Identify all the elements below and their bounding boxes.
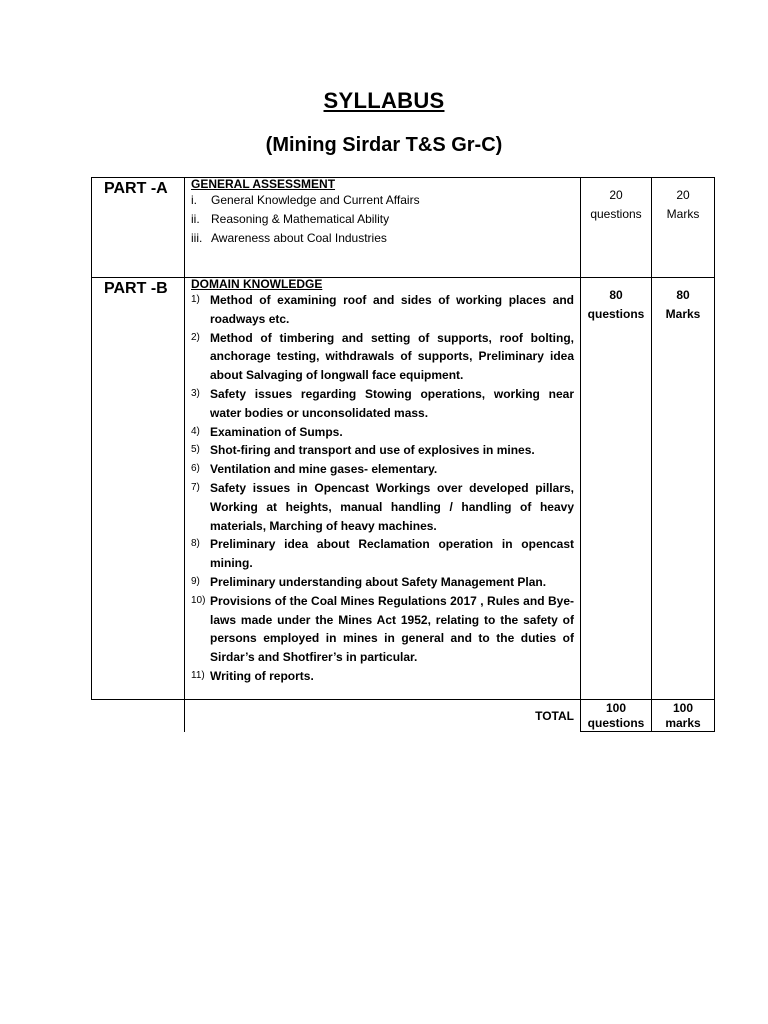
part-b-row [92,278,715,700]
part-b-item-marker: 9) [191,575,200,587]
part-a-item-marker: ii. [191,211,200,226]
part-a-row [92,178,715,278]
part-a-marks-cell [652,178,715,278]
total-marks-cell [652,700,715,732]
part-a-item [191,229,574,248]
part-b-item-marker: 6) [191,463,200,475]
syllabus-table [91,177,715,732]
part-b-item-marker: 5) [191,444,200,456]
document-subtitle: (Mining Sirdar T&S Gr-C) [265,134,503,156]
total-row [92,700,715,732]
part-b-item-text: Method of timbering and setting of supports, roof bolting, anchorage testing, withdrawals of supports, Preliminary idea about Salvaging of longwall face equipment. [210,330,574,383]
part-b-content [185,278,581,700]
part-b-item [191,535,574,573]
part-b-marks-count: 80 [676,288,690,302]
part-b-marks-cell [652,278,715,700]
part-a-item-text: General Knowledge and Current Affairs [211,193,420,207]
part-b-questions-cell [581,278,652,700]
part-b-item [191,573,574,592]
part-b-marks-unit: Marks [665,307,701,321]
part-b-item-marker: 8) [191,538,200,550]
part-b-item [191,479,574,535]
part-a-heading: GENERAL ASSESSMENT [191,177,336,191]
part-b-item-text: Preliminary understanding about Safety Management Plan. [210,574,547,589]
part-b-item [191,385,574,423]
part-a-marks-count: 20 [676,188,690,202]
part-a-item-text: Awareness about Coal Industries [211,230,387,245]
part-b-item-marker: 1) [191,294,200,305]
part-a-item [191,210,574,229]
part-b-item [191,460,574,479]
part-b-item-text: Preliminary idea about Reclamation operation in opencast mining. [210,537,574,571]
part-b-item-text: Safety issues in Opencast Workings over developed pillars, Working at heights, manual handling / handling of heavy materials, Marching of heavy machines. [210,480,574,533]
part-a-item-marker: iii. [191,230,203,245]
part-b-item-text: Examination of Sumps. [210,424,343,439]
part-b-item-text: Shot-firing and transport and use of explosives in mines. [210,443,535,458]
part-b-item [191,423,574,442]
part-b-item-marker: 10) [191,594,206,606]
part-b-questions-unit: questions [587,307,645,321]
part-b-item [191,667,574,686]
part-b-item-text: Method of examining roof and sides of working places and roadways etc. [210,293,574,326]
part-b-item-text: Provisions of the Coal Mines Regulations 2017 , Rules and Bye-laws made under the Mines Act 1952, relating to the safety of persons employed in mines in general and to the duties of Sirdar’s and Shotfirer’s in particular. [210,593,574,665]
part-b-item-text: Ventilation and mine gases- elementary. [210,462,438,477]
part-a-content [185,178,581,278]
total-label: TOTAL [185,700,581,732]
part-a-marks-unit: Marks [666,207,700,221]
part-a-label: PART -A [92,178,185,278]
part-a-questions-unit: questions [590,207,642,221]
part-b-item-marker: 7) [191,481,200,493]
document-title: SYLLABUS [323,88,445,113]
part-b-item [191,592,574,667]
part-a-questions-count: 20 [609,188,623,202]
part-b-item-marker: 4) [191,425,200,437]
part-b-item-marker: 2) [191,331,200,343]
part-a-list [191,191,574,247]
part-b-heading: DOMAIN KNOWLEDGE [191,277,323,291]
part-b-item-text: Safety issues regarding Stowing operations, working near water bodies or unconsolidated mass. [210,386,574,420]
part-b-item-marker: 11) [191,669,205,681]
part-b-list [191,291,574,686]
part-a-item-text: Reasoning & Mathematical Ability [211,211,390,226]
total-marks-unit: marks [665,715,701,730]
part-b-item [191,329,574,385]
part-b-item [191,291,574,329]
part-b-item-marker: 3) [191,387,200,399]
total-questions-count: 100 [605,700,627,715]
part-a-item-marker: i. [191,193,197,207]
part-a-questions-cell [581,178,652,278]
part-b-questions-count: 80 [609,288,623,302]
part-b-item-text: Writing of reports. [210,668,314,683]
part-b-item [191,441,574,460]
part-a-item [191,191,574,210]
total-marks-count: 100 [672,700,694,715]
part-b-label: PART -B [92,278,185,700]
total-questions-cell [581,700,652,732]
total-questions-unit: questions [587,715,645,730]
